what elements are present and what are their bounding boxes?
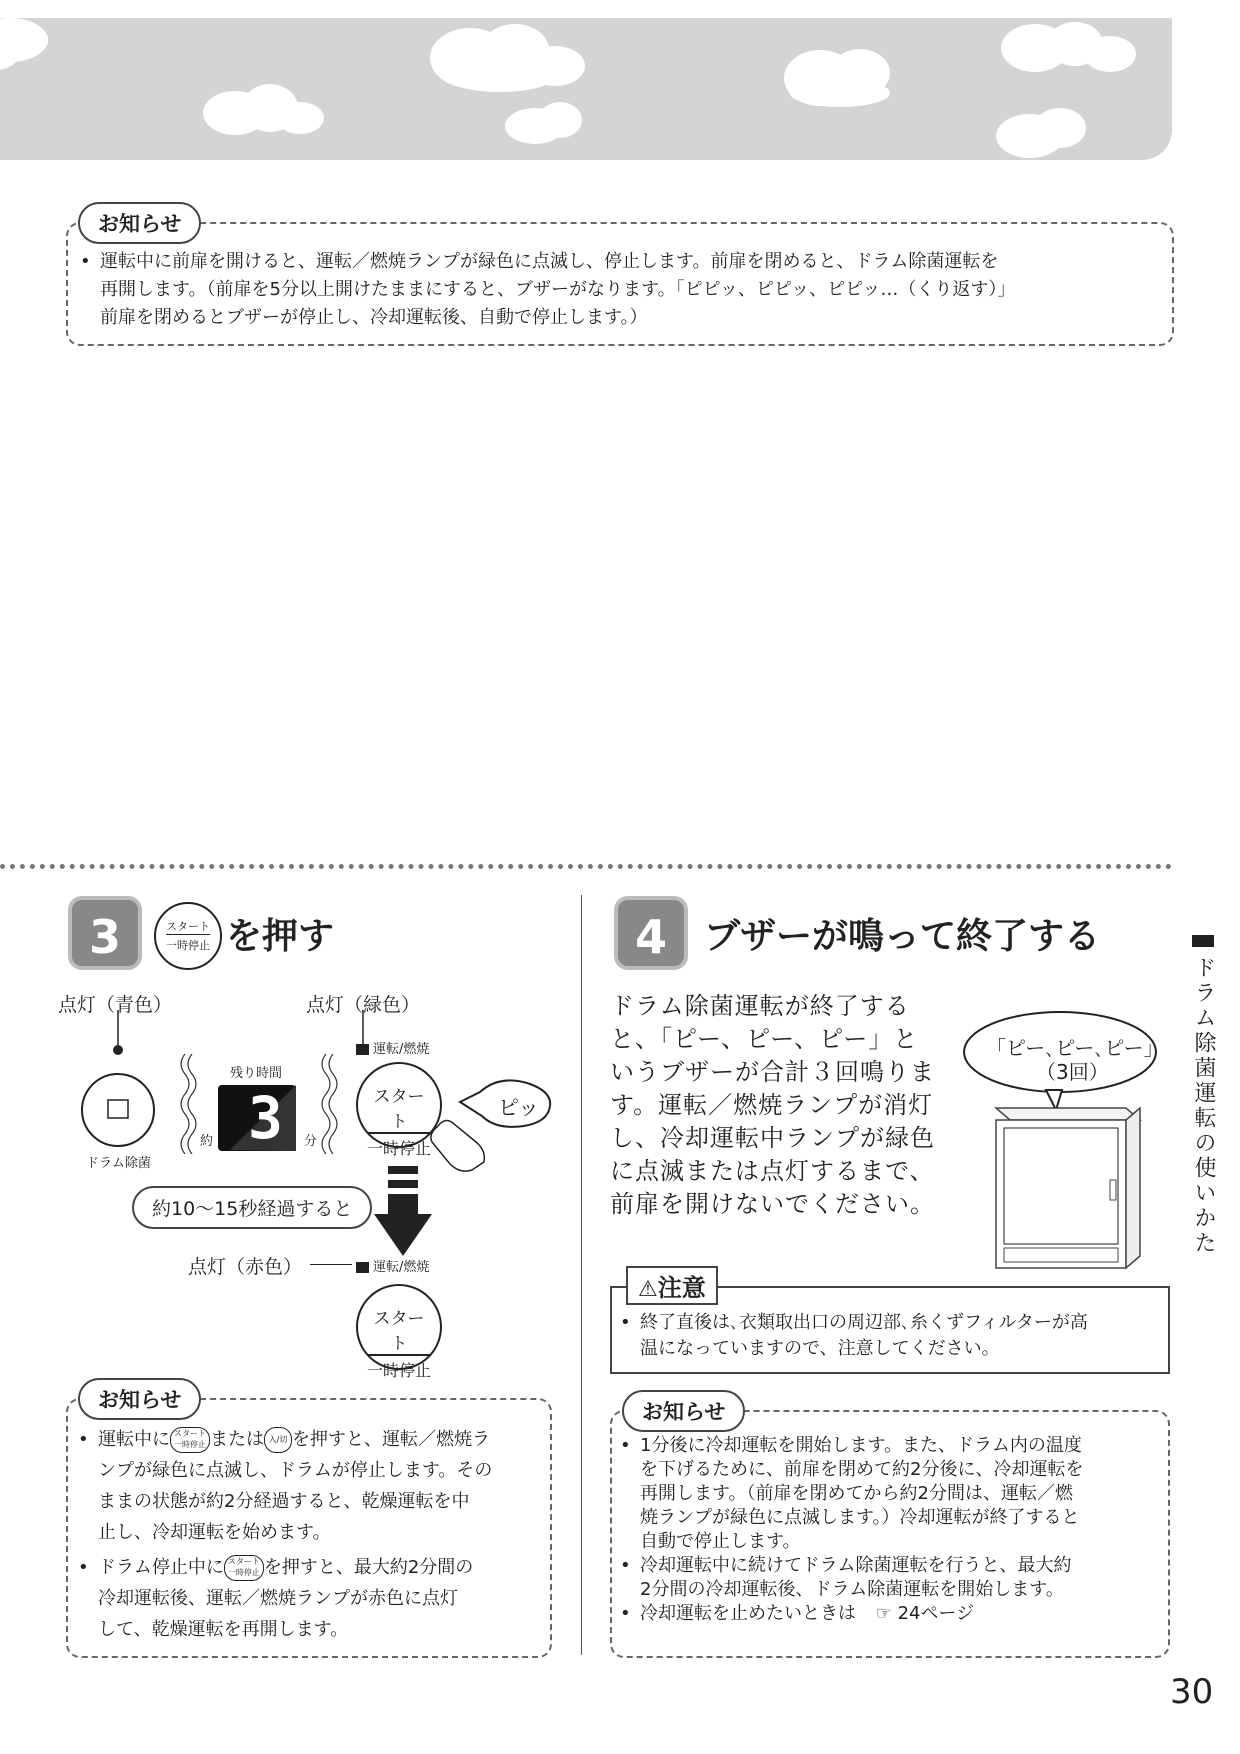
buzzer-bubble-line2: （3回） <box>1036 1060 1109 1084</box>
label-lit-red: 点灯（赤色） <box>188 1256 303 1278</box>
lamp-label-red: 運転/燃焼 <box>356 1256 429 1275</box>
notice-top-tag: お知らせ <box>78 202 201 244</box>
step-3-number: 3 <box>68 896 142 970</box>
page-number: 30 <box>1170 1672 1214 1712</box>
start-pause-button: スタート 一時停止 <box>356 1062 442 1148</box>
notice-left-tag: お知らせ <box>78 1378 201 1420</box>
column-divider <box>581 895 582 1655</box>
step-3-title: を押す <box>226 916 335 957</box>
side-title: ドラム除菌運転の使いかた <box>1191 956 1216 1256</box>
drum-sterilize-label: ドラム除菌 <box>86 1156 151 1171</box>
step-4-body: ドラム除菌運転が終了する と、「ピー、ピー、ピー」と いうブザーが合計３回鳴りま す。運転／燃焼ランプが消灯 し、冷却運転中ランプが緑色 に点滅または点灯するまで、 前扉を開けないでください。 <box>610 992 935 1218</box>
notice-left-text: • 運転中に スタート 一時停止 または 入/切 を押すと、運転／燃焼ラ ンプが緑色に点滅し、ドラムが停止します。その ままの状態が約2分経過すると、乾燥運転を中 止し、冷却運転を始めます。 • ドラム停止中に スタート 一時停止 を押すと、最大約2分間の 冷却運転後、運転／燃焼ランプが赤色に点灯 して、乾燥運転を再開します。 <box>78 1429 493 1640</box>
cloud-decoration <box>0 18 1172 160</box>
remaining-time-label: 残り時間 <box>230 1066 283 1081</box>
warning-icon: ⚠ <box>638 1277 658 1302</box>
start-pause-button-2: スタート 一時停止 <box>356 1284 442 1370</box>
buzzer-bubble-line1: 「ピー､ピー､ピー」 <box>986 1036 1164 1060</box>
elapsed-badge: 約10〜15秒経過すると <box>132 1186 372 1229</box>
lamp-label-green: 運転/燃焼 <box>356 1038 429 1057</box>
side-title-marker <box>1192 935 1214 947</box>
pointing-hand-icon: ☞ <box>875 1603 892 1624</box>
step-4-number: 4 <box>614 896 688 970</box>
page-reference-link[interactable]: 24ページ <box>897 1603 975 1624</box>
start-pause-small-icon-2: スタート 一時停止 <box>224 1555 264 1581</box>
approx-label: 約 <box>200 1134 214 1149</box>
red-lamp-leader <box>310 1264 352 1265</box>
header-banner <box>0 18 1172 160</box>
label-lit-green: 点灯（緑色） <box>306 994 421 1016</box>
caution-tag: ⚠注意 <box>626 1266 718 1305</box>
down-arrow-icon <box>374 1166 434 1262</box>
start-pause-button-icon: スタート 一時停止 <box>154 902 222 970</box>
notice-right-tag: お知らせ <box>622 1390 745 1432</box>
power-small-icon: 入/切 <box>264 1427 292 1453</box>
remaining-digit: 3 <box>248 1084 283 1152</box>
section-divider <box>0 864 1172 869</box>
step-4-title: ブザーが鳴って終了する <box>704 916 1101 957</box>
label-lit-blue: 点灯（青色） <box>58 994 173 1016</box>
notice-right-text: • 1分後に冷却運転を開始します。また、ドラム内の温度 を下げるために、前扉を閉めて約2分後に、冷却運転を 再開します。（前扉を閉めてから約2分間は、運転／燃 焼ランプが緑色に点滅します。）冷却運転が終了すると 自動で停止します。 • 冷却運転中に続けてドラム除菌運転を行うと、最大約 2分間の冷却運転後、ドラム除菌運転を開始します。 • 冷却運転を止めたいときは ☞ 24ページ <box>620 1435 1084 1624</box>
caution-text: • 終了直後は､衣類取出口の周辺部､糸くずフィルターが高 温になっていますので、注意してください。 <box>620 1312 1088 1359</box>
start-pause-small-icon: スタート 一時停止 <box>170 1427 210 1453</box>
beep-bubble: ピッ <box>498 1096 540 1120</box>
minute-label: 分 <box>304 1134 318 1149</box>
notice-top-text: • 運転中に前扉を開けると、運転／燃焼ランプが緑色に点滅し、停止します。前扉を閉めると、ドラム除菌運転を 再開します。（前扉を5分以上開けたままにすると、ブザーがなります。「ピピッ、ピピッ、ピピッ…（くり返す）」 前扉を閉めるとブザーが停止し、冷却運転後、自動で停止します。） <box>80 251 1016 328</box>
